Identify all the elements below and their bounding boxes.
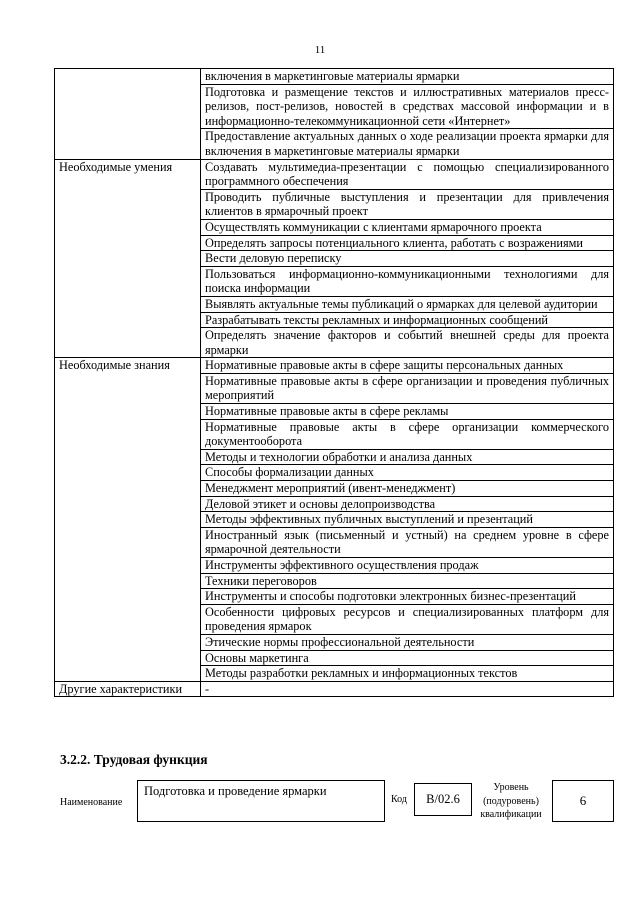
row-item: Пользоваться информационно-коммуникационными технологиями для поиска информации bbox=[201, 266, 614, 296]
row-item: Инструменты и способы подготовки электронных бизнес-презентаций bbox=[201, 589, 614, 605]
row-item: Основы маркетинга bbox=[201, 650, 614, 666]
row-item: Нормативные правовые акты в сфере организации и проведения публичных мероприятий bbox=[201, 373, 614, 403]
row-item: Этические нормы профессиональной деятельности bbox=[201, 634, 614, 650]
row-item: Методы эффективных публичных выступлений и презентаций bbox=[201, 512, 614, 528]
requirements-table bbox=[54, 68, 614, 697]
row-item: - bbox=[201, 681, 614, 697]
row-label: Необходимые знания bbox=[55, 358, 201, 681]
code-label: Код bbox=[391, 794, 407, 805]
row-label bbox=[55, 69, 201, 160]
row-item: Выявлять актуальные темы публикаций о ярмарках для целевой аудитории bbox=[201, 296, 614, 312]
row-label: Необходимые умения bbox=[55, 159, 201, 358]
row-item: Особенности цифровых ресурсов и специализированных платформ для проведения ярмарок bbox=[201, 604, 614, 634]
function-code-box: B/02.6 bbox=[414, 783, 472, 816]
section-heading: 3.2.2. Трудовая функция bbox=[60, 752, 208, 767]
row-item: Техники переговоров bbox=[201, 573, 614, 589]
row-item: Нормативные правовые акты в сфере рекламы bbox=[201, 404, 614, 420]
row-item: Вести деловую переписку bbox=[201, 251, 614, 267]
table-row bbox=[55, 159, 614, 189]
row-item: Методы и технологии обработки и анализа данных bbox=[201, 449, 614, 465]
row-item: Осуществлять коммуникации с клиентами ярмарочного проекта bbox=[201, 219, 614, 235]
row-item: Деловой этикет и основы делопроизводства bbox=[201, 496, 614, 512]
row-item: Проводить публичные выступления и презентации для привлечения клиентов в ярмарочный проект bbox=[201, 189, 614, 219]
row-item: Создавать мультимедиа-презентации с помощью специализированного программного обеспечения bbox=[201, 159, 614, 189]
row-item: Способы формализации данных bbox=[201, 465, 614, 481]
row-item: Разрабатывать тексты рекламных и информационных сообщений bbox=[201, 312, 614, 328]
table-row bbox=[55, 69, 614, 85]
name-label: Наименование bbox=[60, 797, 123, 808]
row-item: Методы разработки рекламных и информационных текстов bbox=[201, 666, 614, 682]
row-label: Другие характеристики bbox=[55, 681, 201, 697]
row-item: Предоставление актуальных данных о ходе реализации проекта ярмарки для включения в маркетинговые материалы ярмарки bbox=[201, 129, 614, 159]
row-item: Инструменты эффективного осуществления продаж bbox=[201, 558, 614, 574]
qualification-level-box: 6 bbox=[552, 780, 614, 822]
row-item: Менеджмент мероприятий (ивент-менеджмент) bbox=[201, 481, 614, 497]
row-item: Подготовка и размещение текстов и иллюстративных материалов пресс-релизов, пост-релизов, новостей в средствах массовой информации и в информационно-телекоммуникационной сети «Интернет» bbox=[201, 84, 614, 129]
row-item: включения в маркетинговые материалы ярмарки bbox=[201, 69, 614, 85]
qualification-level-label: Уровень (подуровень) квалификации bbox=[480, 782, 542, 820]
row-item: Определять значение факторов и событий внешней среды для проекта ярмарки bbox=[201, 328, 614, 358]
table-row bbox=[55, 681, 614, 697]
row-item: Определять запросы потенциального клиента, работать с возражениями bbox=[201, 235, 614, 251]
row-item: Нормативные правовые акты в сфере защиты персональных данных bbox=[201, 358, 614, 374]
page-number: 11 bbox=[314, 44, 326, 56]
row-item: Нормативные правовые акты в сфере организации коммерческого документооборота bbox=[201, 419, 614, 449]
function-name-box: Подготовка и проведение ярмарки bbox=[137, 780, 385, 822]
row-item: Иностранный язык (письменный и устный) на среднем уровне в сфере ярмарочной деятельности bbox=[201, 527, 614, 557]
table-row bbox=[55, 358, 614, 374]
